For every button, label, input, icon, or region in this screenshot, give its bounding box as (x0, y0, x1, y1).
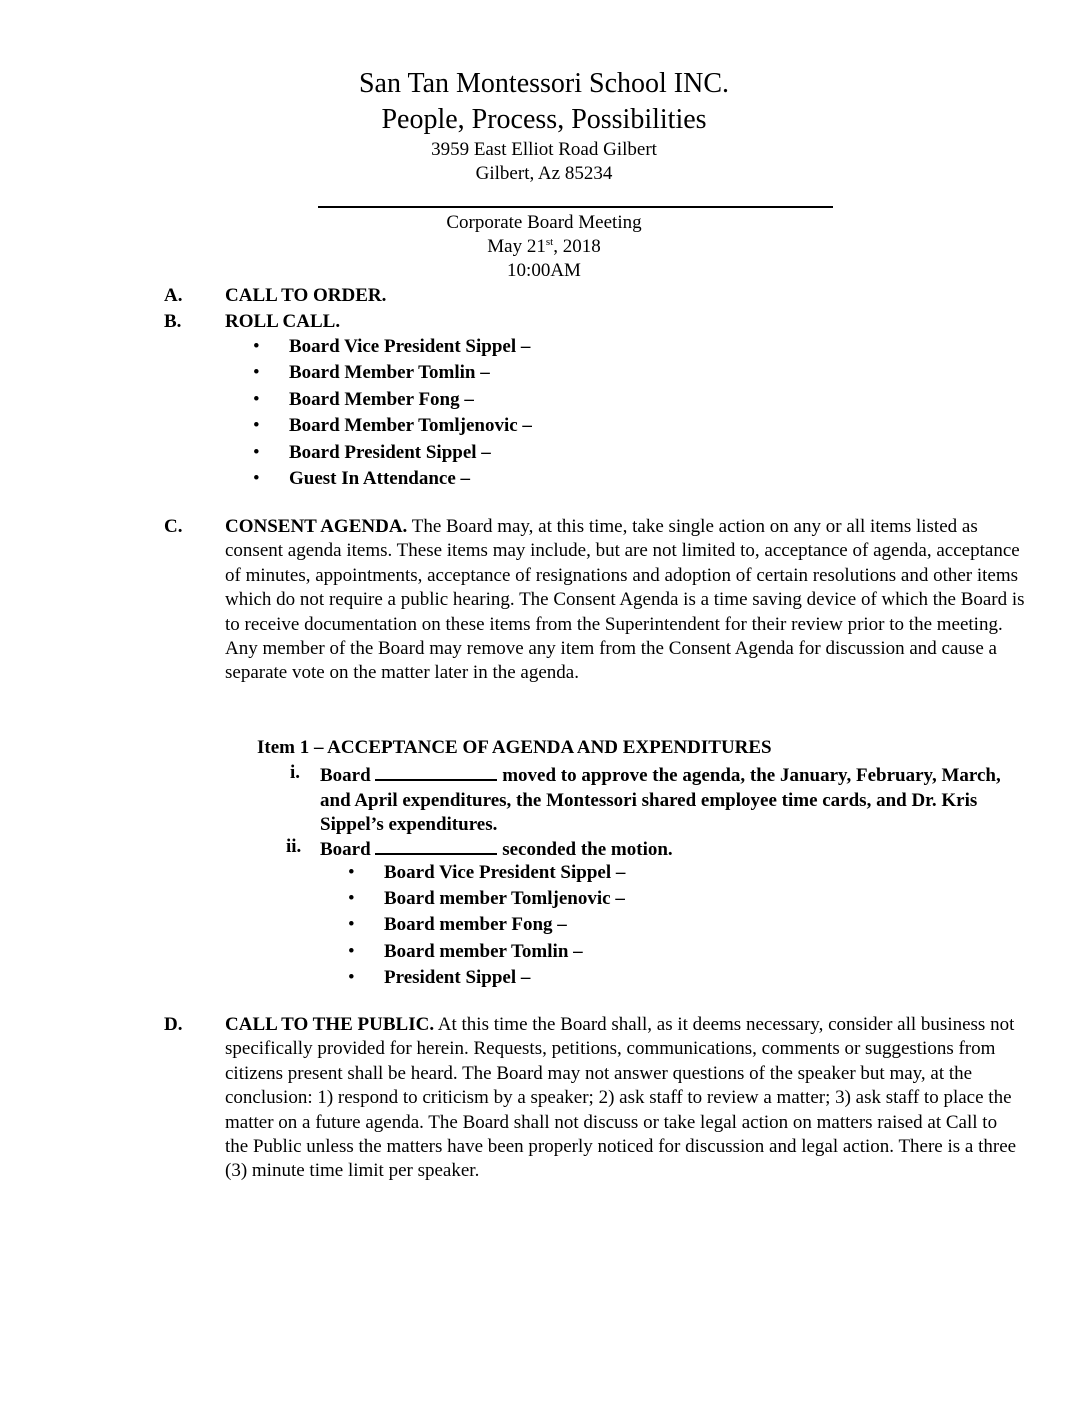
call-to-public-paragraph (225, 1013, 1025, 1184)
section-c-letter: C. (164, 516, 183, 537)
roll-call-name: Board Member Fong – (289, 388, 474, 410)
roll-call-name: Board Vice President Sippel – (289, 336, 531, 357)
bullet-icon: • (253, 362, 260, 384)
section-d-letter: D. (164, 1014, 183, 1035)
bullet-icon: • (253, 467, 260, 489)
vote-name: Board member Fong – (384, 914, 567, 936)
section-b-title: ROLL CALL. (225, 311, 341, 332)
roll-call-name: Guest In Attendance – (289, 467, 471, 489)
item-1-ii-label: ii. (286, 836, 302, 857)
roll-call-item (253, 335, 532, 361)
item-1-ii-board: Board (320, 839, 371, 860)
header-divider (318, 206, 833, 208)
vote-name: Board member Tomlin – (384, 940, 583, 962)
consent-agenda-heading: CONSENT AGENDA. (225, 516, 408, 537)
seconder-blank (375, 835, 497, 855)
address-line-1: 3959 East Elliot Road Gilbert (431, 139, 657, 160)
bullet-icon: • (348, 966, 355, 988)
bullet-icon: • (253, 441, 260, 463)
meeting-title: Corporate Board Meeting (446, 212, 642, 233)
section-a-title: CALL TO ORDER. (225, 285, 387, 306)
bullet-icon: • (348, 862, 355, 883)
vote-list (348, 861, 625, 992)
item-1-i-motion: moved to approve the agenda, the January, February, March, and April expenditures, the Montessori shared employee time cards, and Dr. Kris Sippel’s expenditures. (320, 765, 1001, 836)
call-to-public-heading: CALL TO THE PUBLIC. (225, 1014, 435, 1035)
bullet-icon: • (348, 888, 355, 910)
roll-call-item (253, 388, 532, 414)
meeting-time: 10:00AM (507, 260, 581, 281)
bullet-icon: • (253, 388, 260, 410)
vote-item (348, 861, 625, 887)
roll-call-name: Board President Sippel – (289, 441, 491, 463)
item-1-i-label: i. (290, 762, 301, 783)
bullet-icon: • (253, 336, 260, 357)
call-to-public-body: At this time the Board shall, as it deems necessary, consider all business not specifically provided for herein. Requests, petitions, communications, comments or suggestions from citizens present shall be heard. The Board may not answer questions of the speaker but may, at the conclusion: 1) respond to criticism by a speaker; 2) ask staff to review a matter; 3) ask staff to place the matter on a future agenda. The Board shall not discuss or take legal action on matters raised at Call to the Public unless the matters have been properly noticed for discussion and legal action. There is a three (3) minute time limit per speaker. (225, 1014, 1017, 1182)
meeting-date-suffix: st (545, 236, 554, 248)
section-a-letter: A. (164, 285, 183, 306)
meeting-date (0, 235, 1088, 259)
consent-agenda-body: The Board may, at this time, take single action on any or all items listed as consent agenda items. These items may include, but are not limited to, acceptance of agenda, acceptance of minutes, appointments, acceptance of resignations and adoption of certain resolutions and other items which do not require a public hearing. The Consent Agenda is a time saving device of which the Board is to receive documentation on these items from the Superintendent for their review prior to the meeting. Any member of the Board may remove any item from the Consent Agenda for discussion and cause a separate vote on the matter later in the agenda. (225, 516, 1025, 684)
mover-blank (375, 761, 497, 781)
vote-name: Board member Tomljenovic – (384, 888, 625, 910)
vote-item (348, 966, 625, 992)
consent-agenda-paragraph (225, 515, 1025, 686)
school-motto: People, Process, Possibilities (381, 104, 707, 135)
roll-call-item (253, 441, 532, 467)
school-name: San Tan Montessori School INC. (358, 68, 730, 99)
item-1-ii-text (320, 835, 1020, 863)
vote-name: Board Vice President Sippel – (384, 862, 626, 883)
roll-call-name: Board Member Tomljenovic – (289, 415, 532, 437)
meeting-date-year: , 2018 (553, 236, 601, 257)
roll-call-name: Board Member Tomlin – (289, 362, 490, 384)
item-1-title: Item 1 – ACCEPTANCE OF AGENDA AND EXPENDITURES (257, 737, 772, 758)
roll-call-item (253, 414, 532, 440)
address-line-2: Gilbert, Az 85234 (475, 163, 613, 184)
vote-item (348, 940, 625, 966)
roll-call-list (253, 335, 532, 493)
roll-call-item (253, 361, 532, 387)
bullet-icon: • (348, 940, 355, 962)
vote-name: President Sippel – (384, 966, 531, 988)
bullet-icon: • (253, 415, 260, 437)
item-1-i-text (320, 761, 1020, 838)
item-1-i-board: Board (320, 765, 371, 786)
roll-call-item (253, 467, 532, 493)
item-1-ii-motion: seconded the motion. (497, 839, 673, 860)
vote-item (348, 887, 625, 913)
meeting-date-main: May 21 (487, 236, 546, 257)
vote-item (348, 913, 625, 939)
section-b-letter: B. (164, 311, 182, 332)
bullet-icon: • (348, 914, 355, 936)
